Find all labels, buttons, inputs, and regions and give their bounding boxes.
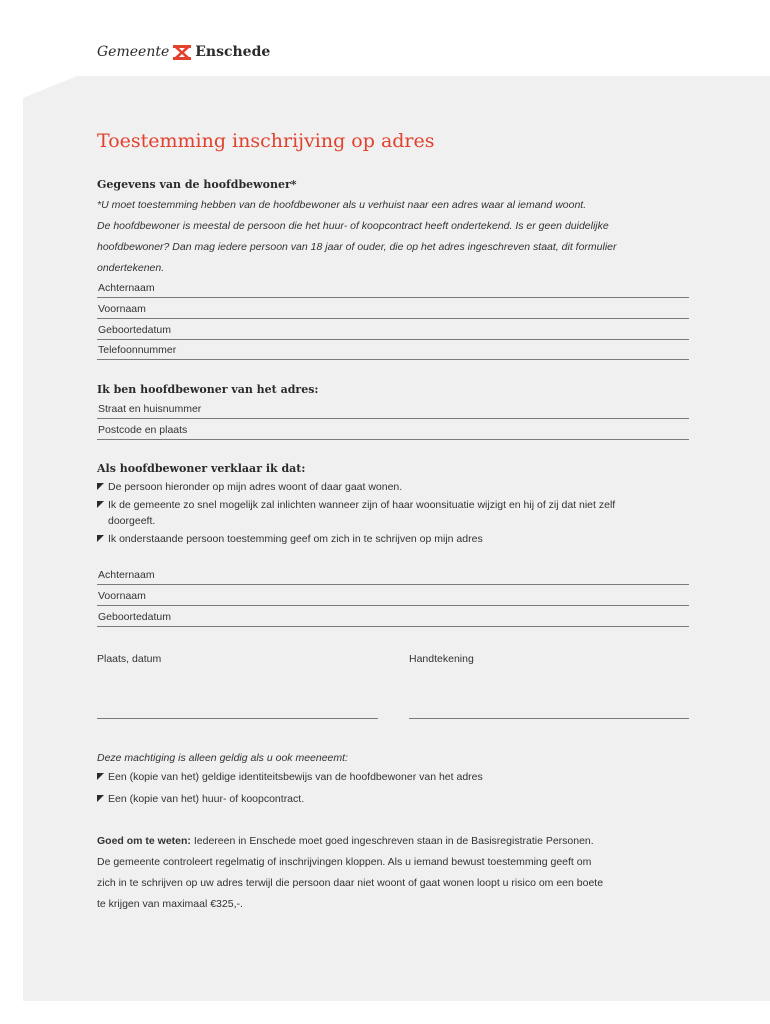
intro-line-1: *U moet toestemming hebben van de hoofdbewoner als u verhuist naar een adres waar al iemand woont. [97, 199, 587, 211]
triangle-bullet-icon [97, 483, 104, 490]
verklaring-bullet-2 [97, 497, 615, 514]
bullet-text: Ik de gemeente zo snel mogelijk zal inlichten wanneer zijn of haar woonsituatie wijzigt en hij of zij dat niet zelf [108, 499, 616, 511]
field-label: Postcode en plaats [98, 424, 188, 436]
verklaring-bullet-2-continued: doorgeeft. [108, 515, 156, 527]
bullet-text: De persoon hieronder op mijn adres woont of daar gaat wonen. [108, 481, 403, 493]
section-verklaring-heading: Als hoofdbewoner verklaar ik dat: [97, 462, 306, 475]
field-label: Geboortedatum [98, 611, 171, 623]
enschede-cross-icon [173, 45, 191, 60]
note-line-2: De gemeente controleert regelmatig of inschrijvingen kloppen. Als u iemand bewust toestemming geeft om [97, 856, 592, 868]
field-label: Achternaam [98, 282, 155, 294]
bullet-text: Ik onderstaande persoon toestemming geef om zich in te schrijven op mijn adres [108, 533, 483, 545]
note-line-1 [97, 835, 594, 847]
note-line-4: te krijgen van maximaal €325,-. [97, 898, 243, 910]
note-line-3: zich in te schrijven op uw adres terwijl die persoon daar niet woont of gaat wonen loopt u risico om een boete [97, 877, 604, 889]
triangle-bullet-icon [97, 795, 104, 802]
intro-line-4: ondertekenen. [97, 262, 165, 274]
bullet-text: Een (kopie van het) huur- of koopcontract. [108, 793, 305, 805]
handtekening-line[interactable] [409, 718, 689, 719]
triangle-bullet-icon [97, 535, 104, 542]
field-label: Geboortedatum [98, 324, 171, 336]
hoofdbewoner-achternaam-field[interactable] [97, 278, 689, 298]
triangle-bullet-icon [97, 773, 104, 780]
logo-word-enschede: Enschede [195, 44, 271, 60]
section-adres-heading: Ik ben hoofdbewoner van het adres: [97, 383, 319, 396]
handtekening-label: Handtekening [409, 653, 474, 665]
plaats-datum-label: Plaats, datum [97, 653, 162, 665]
verklaring-bullet-3 [97, 531, 483, 548]
field-label: Straat en huisnummer [98, 403, 202, 415]
persoon-geboortedatum-field[interactable] [97, 607, 689, 627]
field-label: Telefoonnummer [98, 344, 177, 356]
triangle-bullet-icon [97, 501, 104, 508]
persoon-voornaam-field[interactable] [97, 586, 689, 606]
persoon-achternaam-field[interactable] [97, 565, 689, 585]
validity-intro: Deze machtiging is alleen geldig als u ook meeneemt: [97, 752, 348, 764]
intro-line-2: De hoofdbewoner is meestal de persoon die het huur- of koopcontract heeft ondertekend. Is er geen duidelijke [97, 220, 609, 232]
hoofdbewoner-voornaam-field[interactable] [97, 299, 689, 319]
plaats-datum-line[interactable] [97, 718, 378, 719]
field-label: Voornaam [98, 590, 146, 602]
hoofdbewoner-geboortedatum-field[interactable] [97, 320, 689, 340]
section-hoofdbewoner-heading: Gegevens van de hoofdbewoner* [97, 178, 297, 191]
field-label: Voornaam [98, 303, 146, 315]
validity-bullet-1 [97, 769, 483, 786]
hoofdbewoner-telefoonnummer-field[interactable] [97, 340, 689, 360]
validity-bullet-2 [97, 791, 304, 808]
logo-word-gemeente: Gemeente [97, 44, 170, 60]
note-text-1: Iedereen in Enschede moet goed ingeschreven staan in de Basisregistratie Personen. [190, 835, 594, 847]
gemeente-enschede-logo [97, 42, 270, 62]
note-label: Goed om te weten: [97, 835, 191, 847]
verklaring-bullet-1 [97, 479, 402, 496]
intro-line-3: hoofdbewoner? Dan mag iedere persoon van 18 jaar of ouder, die op het adres ingeschreven staat, dit formulier [97, 241, 617, 253]
bullet-text: Een (kopie van het) geldige identiteitsbewijs van de hoofdbewoner van het adres [108, 771, 483, 783]
form-title: Toestemming inschrijving op adres [97, 130, 435, 152]
field-label: Achternaam [98, 569, 155, 581]
panel-corner-notch [23, 76, 77, 98]
straat-huisnummer-field[interactable] [97, 399, 689, 419]
postcode-plaats-field[interactable] [97, 420, 689, 440]
